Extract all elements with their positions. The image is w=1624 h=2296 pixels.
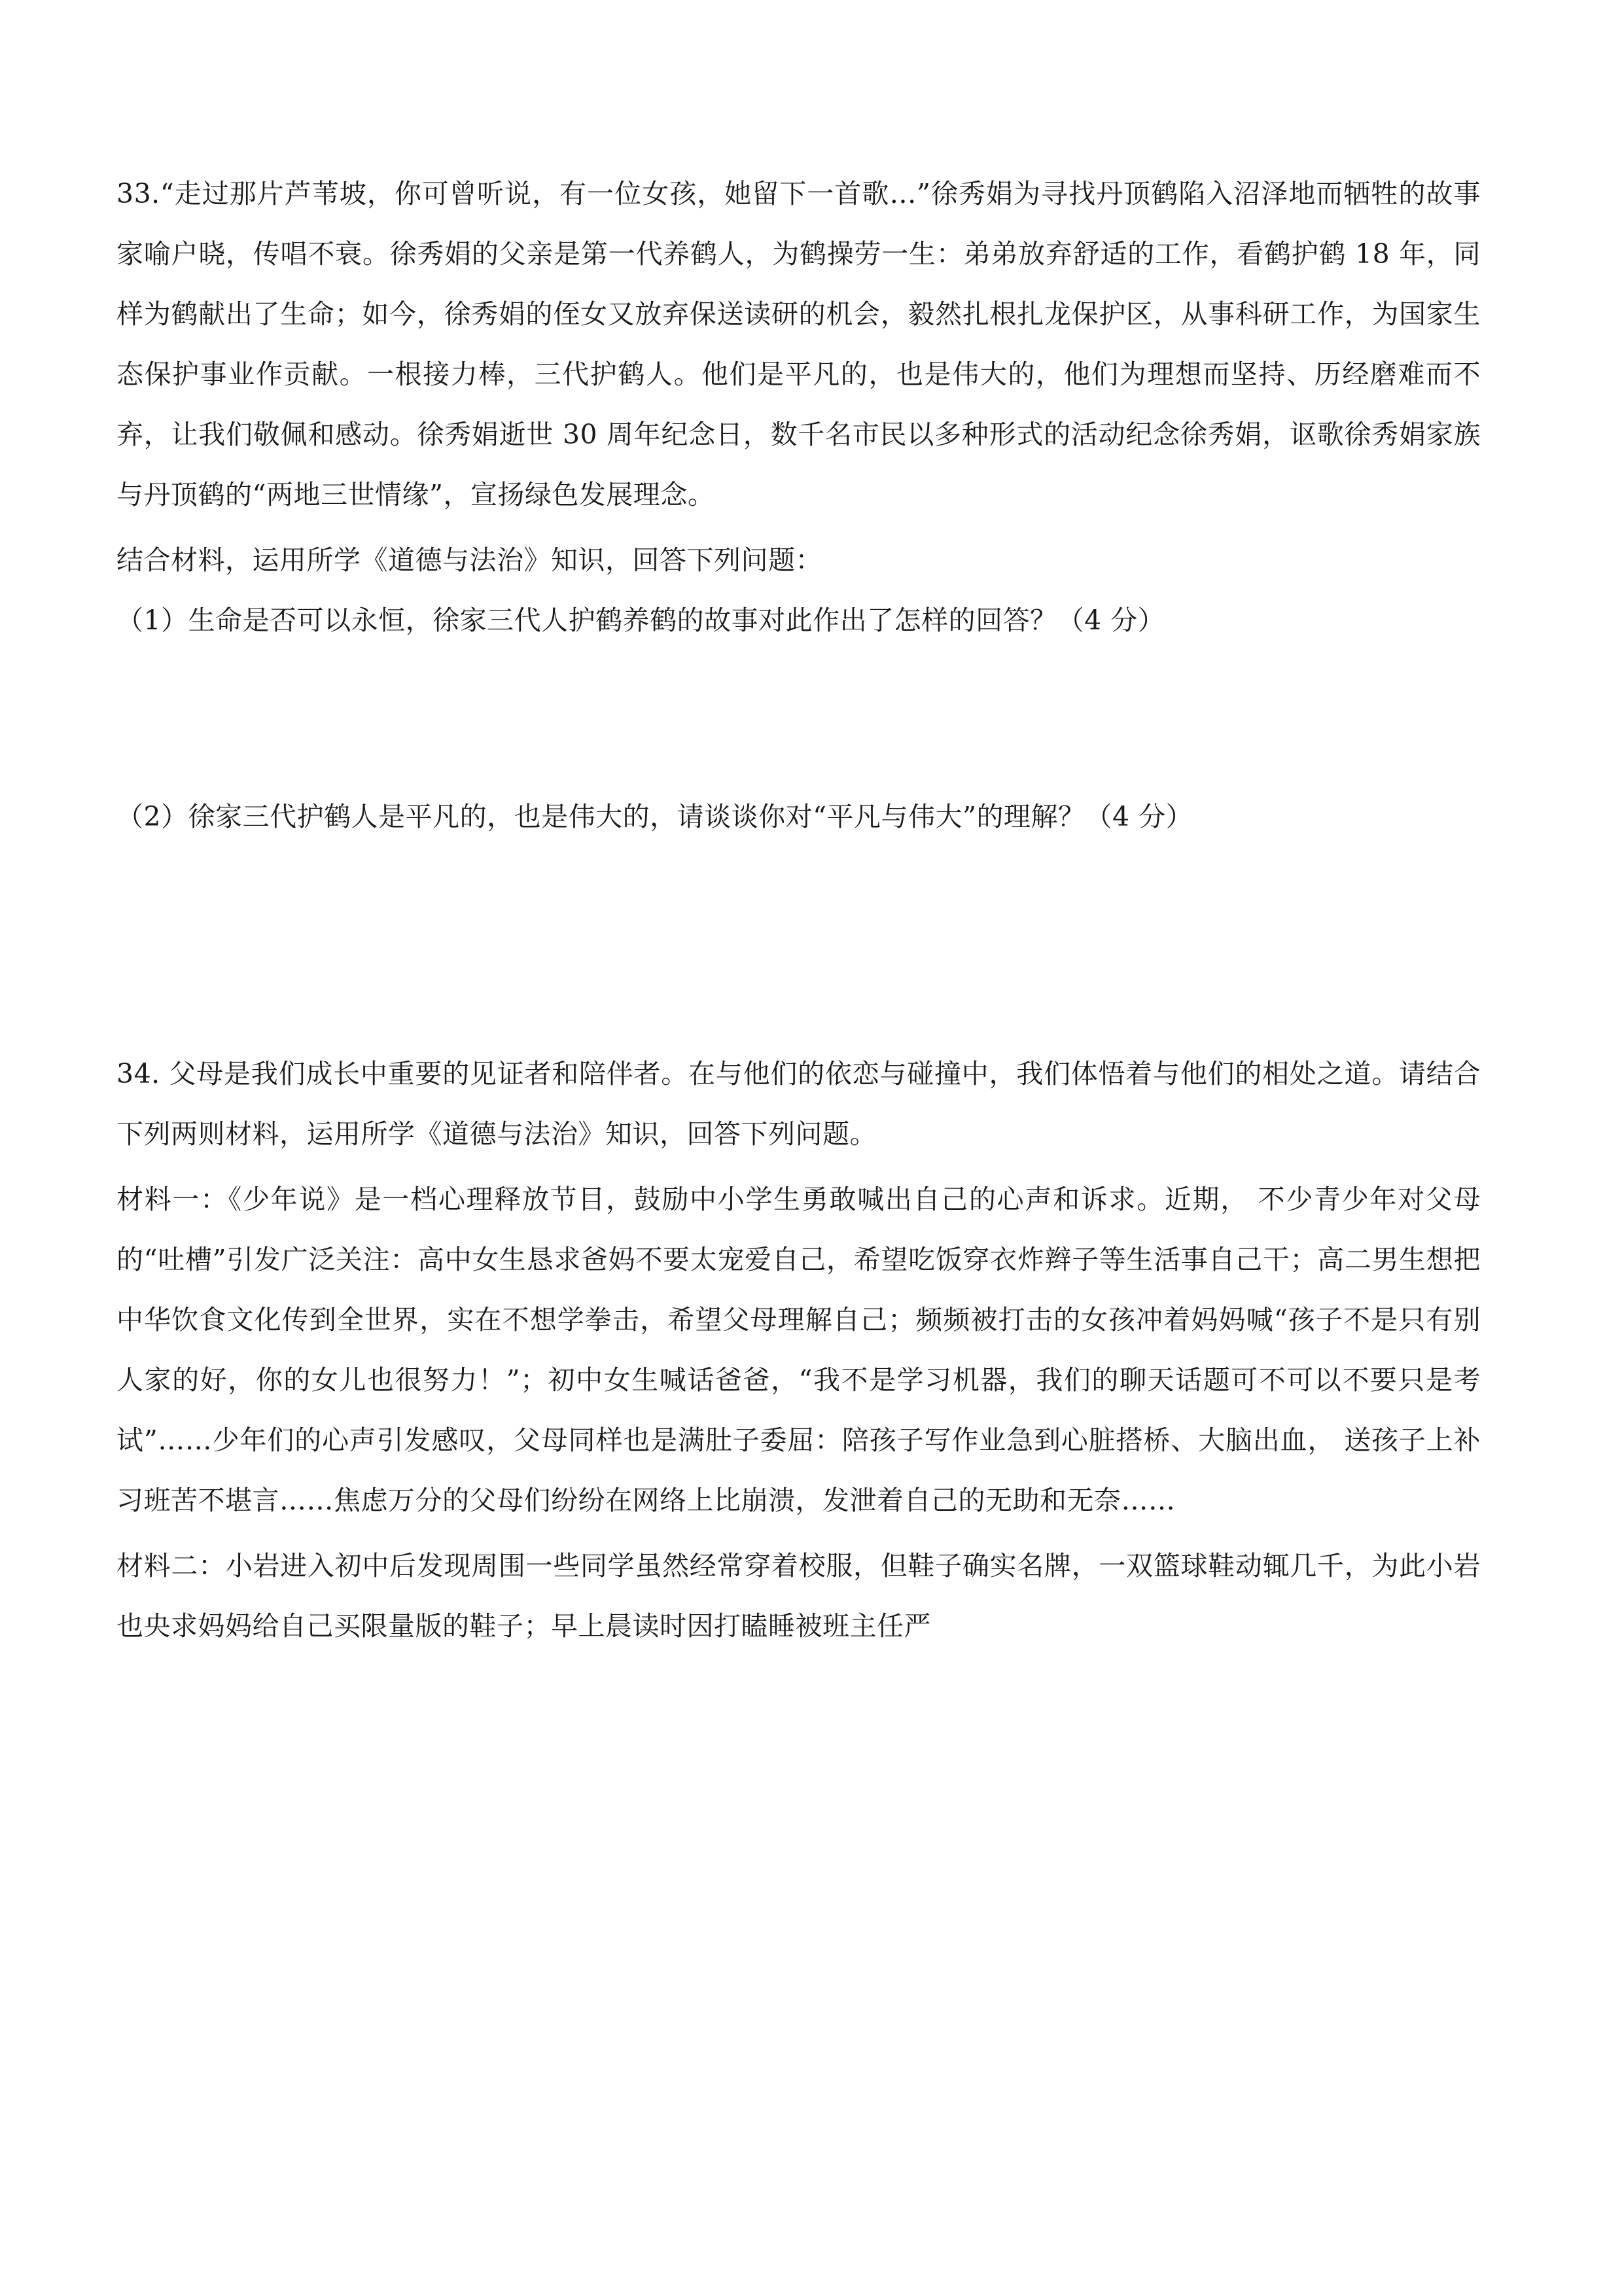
question-34 [116, 1044, 1481, 1656]
question-33-part-2-block [116, 786, 1481, 847]
question-34-material-2: 材料二：小岩进入初中后发现周围一些同学虽然经常穿着校服，但鞋子确实名牌，一双篮球鞋动辄几千，为此小岩也央求妈妈给自己买限量版的鞋子；早上晨读时因打瞌睡被班主任严 [116, 1550, 1481, 1642]
question-33 [116, 164, 1481, 650]
question-34-intro: 34. 父母是我们成长中重要的见证者和陪伴者。在与他们的依恋与碰撞中，我们体悟着与他们的相处之道。请结合下列两则材料，运用所学《道德与法治》知识，回答下列问题。 [116, 1058, 1481, 1150]
question-34-material-1: 材料一：《少年说》是一档心理释放节目，鼓励中小学生勇敢喊出自己的心声和诉求。近期， 不少青少年对父母的“吐槽”引发广泛关注：高中女生恳求爸妈不要太宠爱自己，希望吃饭穿衣炸辫子等生活事自己干；高二男生想把中华饮食文化传到全世界，实在不想学拳击，希望父母理解自己；频频被打击的女孩冲着妈妈喊“孩子不是只有别人家的好，你的女儿也很努力！”；初中女生喊话爸爸，“我不是学习机器，我们的聊天话题可不可以不要只是考试”……少年们的心声引发感叹，父母同样也是满肚子委屈：陪孩子写作业急到心脏搭桥、大脑出血， 送孩子上补习班苦不堪言……焦虑万分的父母们纷纷在网络上比崩溃，发泄着自己的无助和无奈…… [116, 1184, 1481, 1516]
question-33-body: 33.“走过那片芦苇坡，你可曾听说，有一位女孩，她留下一首歌…”徐秀娟为寻找丹顶鹤陷入沼泽地而牺牲的故事家喻户晓，传唱不衰。徐秀娟的父亲是第一代养鹤人，为鹤操劳一生：弟弟放弃舒适的工作，看鹤护鹤 18 年，同样为鹤献出了生命；如今，徐秀娟的侄女又放弃保送读研的机会，毅然扎根扎龙保护区，从事科研工作，为国家生态保护事业作贡献。一根接力棒，三代护鹤人。他们是平凡的，也是伟大的，他们为理想而坚持、历经磨难而不弃，让我们敬佩和感动。徐秀娟逝世 30 周年纪念日，数千名市民以多种形式的活动纪念徐秀娟，讴歌徐秀娟家族与丹顶鹤的“两地三世情缘”，宣扬绿色发展理念。 [116, 178, 1481, 510]
question-33-part-2: （2）徐家三代护鹤人是平凡的，也是伟大的，请谈谈你对“平凡与伟大”的理解？（4 分） [116, 801, 1193, 832]
question-33-part-1: （1）生命是否可以永恒，徐家三代人护鹤养鹤的故事对此作出了怎样的回答？（4 分） [116, 605, 1165, 636]
question-33-instruction: 结合材料，运用所学《道德与法治》知识，回答下列问题： [116, 544, 822, 576]
